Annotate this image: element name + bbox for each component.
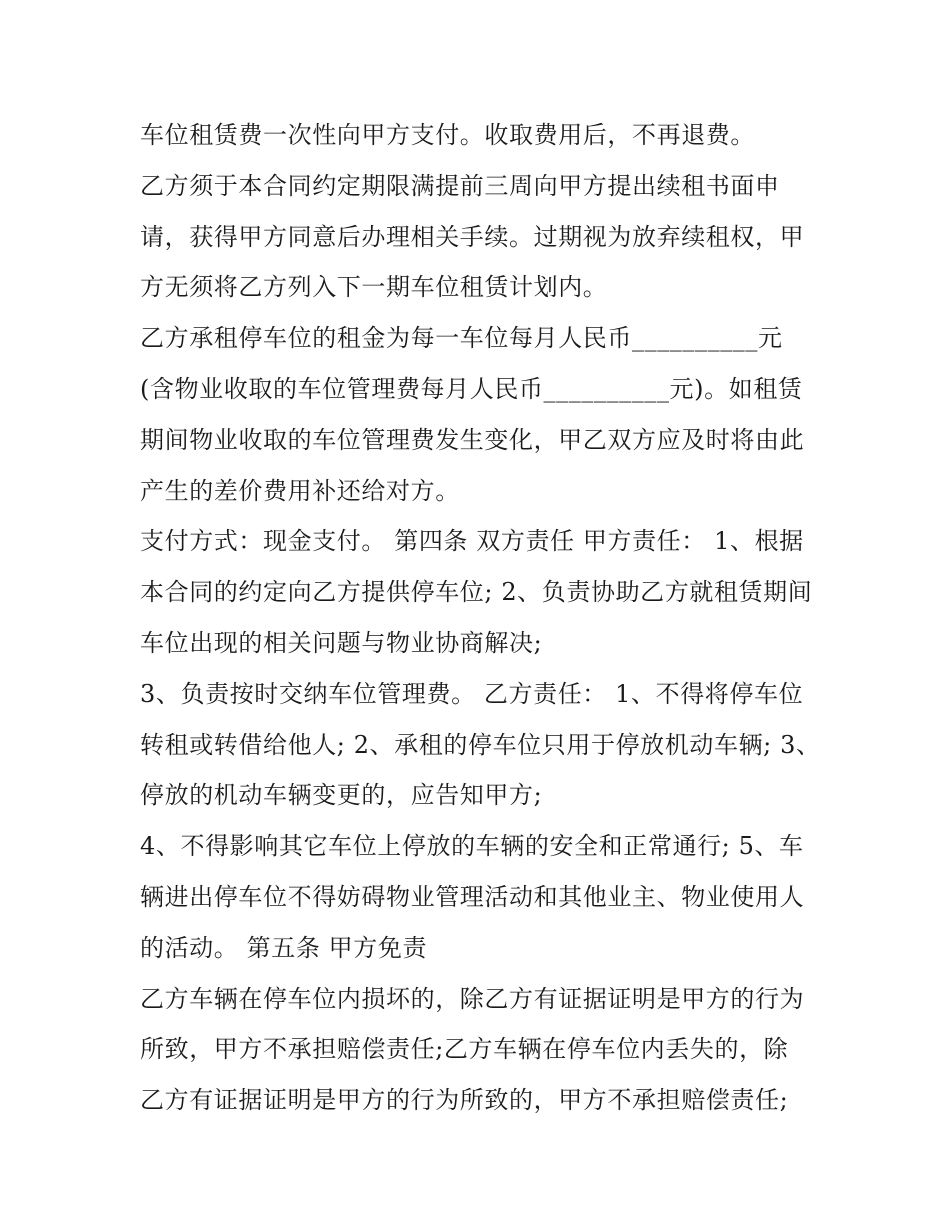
- contract-text: [140, 110, 820, 1126]
- text-line: 期间物业收取的车位管理费发生变化，甲乙双方应及时将由此: [140, 425, 805, 454]
- text-line: 乙方须于本合同约定期限满提前三周向甲方提出续租书面申: [140, 171, 780, 200]
- text-line: 3、负责按时交纳车位管理费。 乙方责任： 1、不得将停车位: [140, 679, 804, 708]
- text-line: 的活动。 第五条 甲方免责: [140, 933, 428, 962]
- text-line: 车位出现的相关问题与物业协商解决;: [140, 628, 543, 657]
- text-line: 4、不得影响其它车位上停放的车辆的安全和正常通行; 5、车: [140, 832, 804, 861]
- text-line: 方无须将乙方列入下一期车位租赁计划内。: [140, 273, 608, 302]
- text-line: 车位租赁费一次性向甲方支付。收取费用后，不再退费。: [140, 121, 755, 149]
- text-line: 停放的机动车辆变更的，应告知甲方;: [140, 781, 543, 810]
- text-line: 转租或转借给他人; 2、承租的停车位只用于停放机动车辆; 3、: [140, 730, 821, 759]
- text-line: 所致，甲方不承担赔偿责任;乙方车辆在停车位内丢失的，除: [140, 1035, 789, 1064]
- text-line: 请，获得甲方同意后办理相关手续。过期视为放弃续租权，甲: [140, 222, 805, 251]
- text-line: 产生的差价费用补还给对方。: [140, 476, 460, 505]
- text-line: 辆进出停车位不得妨碍物业管理活动和其他业主、物业使用人: [140, 882, 805, 911]
- text-line: 本合同的约定向乙方提供停车位; 2、负责协助乙方就租赁期间: [140, 578, 813, 607]
- text-line: 乙方车辆在停车位内损坏的，除乙方有证据证明是甲方的行为: [140, 984, 805, 1013]
- text-line: 支付方式：现金支付。 第四条 双方责任 甲方责任： 1、根据: [140, 527, 804, 556]
- text-line: 乙方有证据证明是甲方的行为所致的，甲方不承担赔偿责任;: [140, 1086, 789, 1115]
- text-line: (含物业收取的车位管理费每月人民币__________元)。如租赁: [140, 374, 803, 403]
- text-line: 乙方承租停车位的租金为每一车位每月人民币__________元: [140, 324, 783, 353]
